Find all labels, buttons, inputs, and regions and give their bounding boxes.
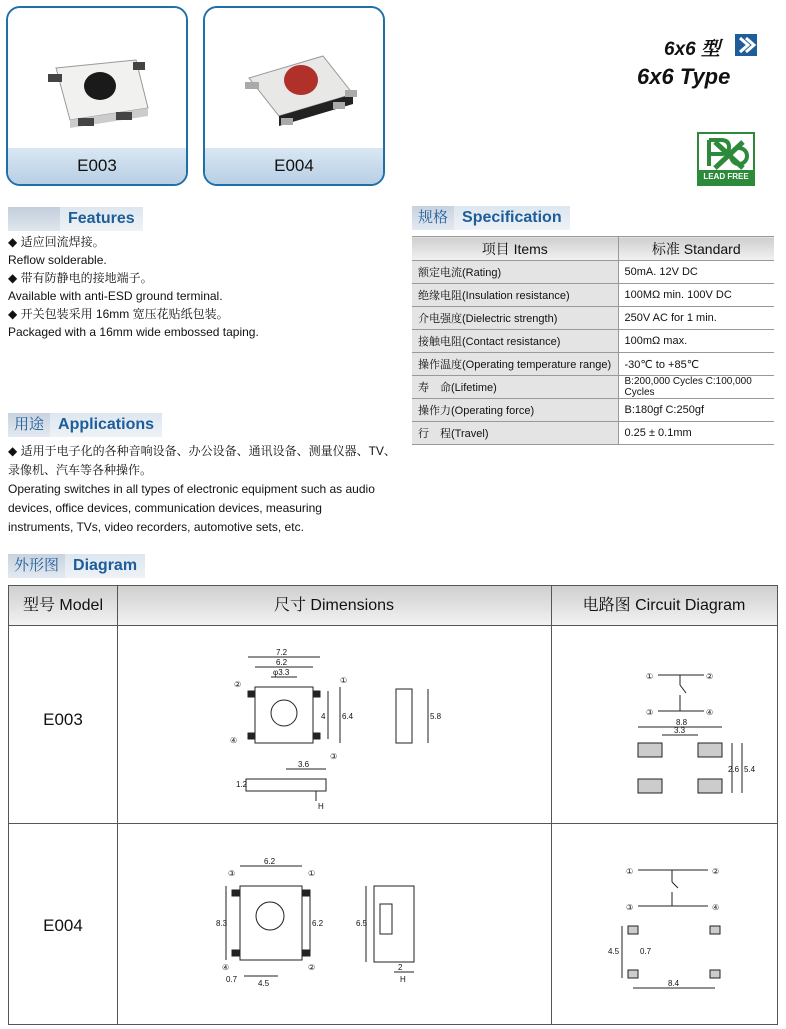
model-e003: E003 [43, 710, 83, 729]
svg-text:①: ① [646, 672, 654, 681]
dim-h1: 4 [321, 712, 326, 721]
product-photo-e003 [8, 8, 186, 150]
type-heading-cn: 6x6 型 [664, 39, 720, 60]
table-row: 额定电流(Rating) 50mA. 12V DC [412, 261, 774, 284]
features-heading [8, 207, 143, 231]
pcb-width: 8.4 [668, 979, 680, 988]
svg-text:①: ① [308, 869, 316, 878]
applications-heading [8, 413, 162, 437]
column-header-circuit: 电路图 Circuit Diagram [551, 586, 777, 626]
column-header-standard: 标准 Standard [618, 237, 774, 261]
dim-foot: 3.6 [298, 760, 310, 769]
dim-thickness: 0.7 [226, 975, 238, 984]
arrow-right-icon [735, 34, 757, 56]
diagram-heading [8, 554, 145, 578]
dim-thickness: 1.2 [236, 780, 248, 789]
svg-text:②: ② [706, 672, 714, 681]
pcb-h2: 0.7 [640, 947, 652, 956]
column-header-items: 项目 Items [412, 237, 618, 261]
pcb-h1: 2.6 [728, 765, 740, 774]
features-text: ◆ 适应回流焊接。 Reflow solderable. ◆ 带有防静电的接地端子。 Available with anti-ESD ground terminal. ◆ 开关包装采用 16mm 宽压花贴纸包装。 Packaged with a 16mm wide embossed taping. [8, 235, 259, 339]
svg-text:④: ④ [230, 736, 238, 745]
dim-h2: 6.4 [342, 712, 354, 721]
product-card-e004 [203, 6, 385, 186]
svg-text:①: ① [626, 867, 634, 876]
diagram-title-en: Diagram [65, 554, 145, 578]
specification-title-cn: 规格 [412, 206, 454, 230]
model-e004: E004 [43, 916, 83, 935]
product-card-e003 [6, 6, 188, 186]
product-label: E004 [205, 148, 383, 184]
pcb-width: 8.8 [676, 718, 688, 727]
table-row: 介电强度(Dielectric strength) 250V AC for 1 min. [412, 307, 774, 330]
specification-table [412, 236, 774, 445]
applications-text: ◆ 适用于电子化的各种音响设备、办公设备、通讯设备、测量仪器、TV、 录像机、汽车等各种操作。 Operating switches in all types of electronic equipment such as audio devices, office devices, communication devices, measuring instruments, TVs, video recorders, automotive sets, etc. [8, 444, 396, 534]
product-photo-e004 [205, 8, 383, 150]
table-row: 寿 命(Lifetime) B:200,000 Cycles C:100,000 Cycles [412, 376, 774, 399]
table-row: 绝缘电阻(Insulation resistance) 100MΩ min. 100V DC [412, 284, 774, 307]
table-row: 操作温度(Operating temperature range) -30℃ to +85℃ [412, 353, 774, 376]
column-header-model: 型号 Model [9, 586, 117, 626]
type-heading-en: 6x6 Type [637, 64, 731, 89]
pcb-h1: 4.5 [608, 947, 620, 956]
features-title: Features [60, 207, 143, 231]
dim-foot: 4.5 [258, 979, 270, 988]
svg-text:③: ③ [646, 708, 654, 717]
diagram-title-cn: 外形图 [8, 554, 65, 578]
svg-text:④: ④ [706, 708, 714, 717]
svg-text:②: ② [234, 680, 242, 689]
product-label: E003 [8, 148, 186, 184]
svg-text:②: ② [712, 867, 720, 876]
lead-free-label: LEAD FREE [699, 170, 753, 184]
specification-heading [412, 206, 570, 230]
dim-w1: 6.2 [264, 857, 276, 866]
svg-text:③: ③ [330, 752, 338, 761]
svg-text:③: ③ [626, 903, 634, 912]
dim-w2: 6.2 [276, 658, 288, 667]
dim-h1: 8.3 [216, 919, 228, 928]
column-header-dimensions: 尺寸 Dimensions [117, 586, 551, 626]
lead-free-icon [699, 134, 753, 172]
dim-H: H [400, 975, 406, 984]
dim-side: 6.5 [356, 919, 368, 928]
svg-text:①: ① [340, 676, 348, 685]
table-header-row [412, 237, 774, 261]
dim-H: H [318, 802, 324, 811]
svg-text:③: ③ [228, 869, 236, 878]
circuit-diagram-e003 [552, 627, 776, 823]
dim-s: 2 [398, 963, 403, 972]
table-row: 操作力(Operating force) B:180gf C:250gf [412, 399, 774, 422]
dim-w1: 7.2 [276, 648, 288, 657]
applications-title-en: Applications [50, 413, 162, 437]
dim-diameter: φ3.3 [273, 668, 290, 677]
table-row: 行 程(Travel) 0.25 ± 0.1mm [412, 422, 774, 445]
lead-free-badge [697, 132, 755, 186]
applications-title-cn: 用途 [8, 413, 50, 437]
pcb-h2: 5.4 [744, 765, 756, 774]
diagram-table [8, 585, 778, 1025]
dim-h2: 6.2 [312, 919, 324, 928]
table-row: 接触电阻(Contact resistance) 100mΩ max. [412, 330, 774, 353]
dimension-drawing-e004 [118, 824, 550, 1024]
svg-text:②: ② [308, 963, 316, 972]
dimension-drawing-e003 [118, 627, 550, 823]
pcb-center: 3.3 [674, 726, 686, 735]
circuit-diagram-e004 [552, 824, 776, 1024]
svg-text:④: ④ [222, 963, 230, 972]
svg-text:④: ④ [712, 903, 720, 912]
specification-title-en: Specification [454, 206, 570, 230]
dim-side: 5.8 [430, 712, 442, 721]
